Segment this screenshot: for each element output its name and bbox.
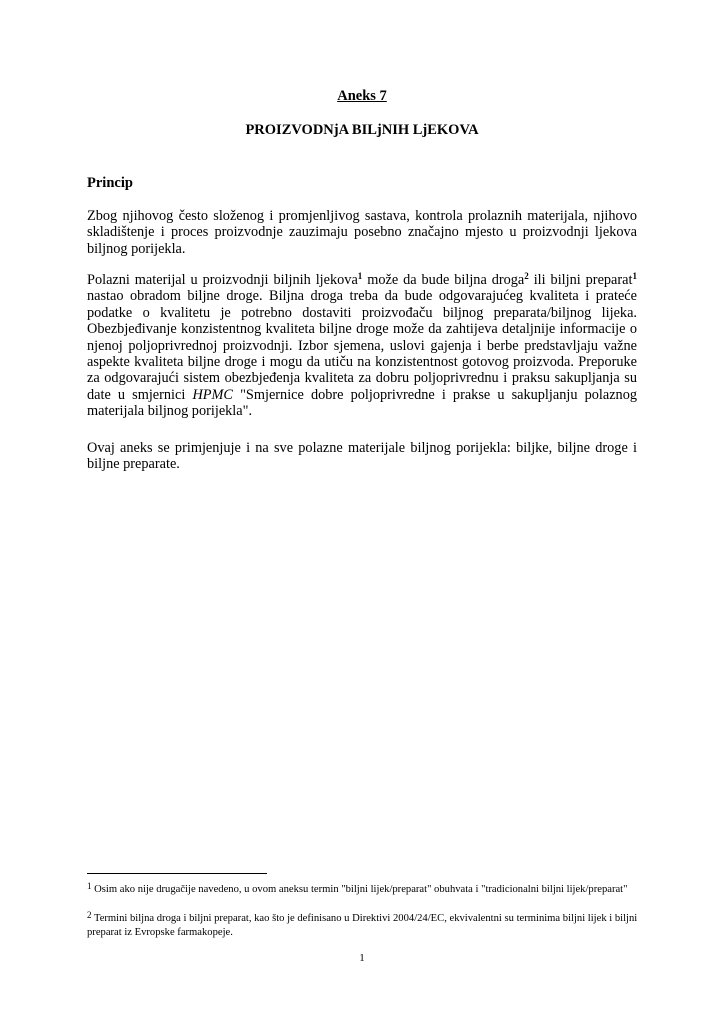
footnote-1-text: Osim ako nije drugačije navedeno, u ovom aneksu termin "biljni lijek/preparat" obuhvata i "tradicionalni biljni lijek/preparat" <box>91 884 628 895</box>
paragraph-2-text-b: može da bude biljna droga <box>362 272 525 288</box>
footnote-separator <box>87 873 267 874</box>
annex-label: Aneks 7 <box>337 88 387 104</box>
paragraph-2-text-e: "Smjernice dobre poljoprivredne i prakse u sakupljanju polaznog materijala biljnog porijekla". <box>87 386 637 420</box>
section-heading: Princip <box>87 175 133 191</box>
paragraph-2-text-c: ili biljni preparat <box>528 272 633 288</box>
footnote-ref-1: 1 <box>357 271 363 281</box>
page-number: 1 <box>359 952 365 964</box>
footnote-ref-1b: 1 <box>632 271 637 281</box>
document-title: PROIZVODNjA BILjNIH LjEKOVA <box>245 122 479 138</box>
paragraph-2 <box>87 272 637 420</box>
paragraph-2-text-d: nastao obradom biljne droge. Biljna droga treba da bude odgovarajućeg kvaliteta i prateće podatke o kvalitetu je potrebno dostaviti proizvođaču biljnog preparata/biljnog lijeka. Obezbjeđivanje konzistentnog kvaliteta biljne droge može da zahtijeva detaljnije informacije o njenoj poljoprivrednoj proizvodnji. Izbor sjemena, uslovi gajenja i berbe predstavljaju važne aspekte kvaliteta biljne droge i mogu da utiču na konzistentnost gotovog proizvoda. Preporuke za odgovarajući sistem obezbjeđenja kvaliteta za dobru poljoprivrednu i praksu sakupljanja su date u smjernici <box>87 288 637 403</box>
footnote-ref-2: 2 <box>524 271 529 281</box>
paragraph-1: Zbog njihovog često složenog i promjenljivog sastava, kontrola prolaznih materijala, njihovo skladištenje i proces proizvodnje zauzimaju posebno značajno mjesto u proizvodnji ljekova biljnog porijekla. <box>87 208 637 257</box>
paragraph-2-text-a: Polazni materijal u proizvodnji biljnih ljekova <box>87 272 358 288</box>
paragraph-3: Ovaj aneks se primjenjuje i na sve polazne materijale biljnog porijekla: biljke, biljne droge i biljne preparate. <box>87 440 637 473</box>
footnote-2-text: Termini biljna droga i biljni preparat, kao što je definisano u Direktivi 2004/24/EC, ekvivalentni su terminima biljni lijek i biljni preparat iz Evropske farmakopeje. <box>87 913 638 938</box>
hpmc-term: HPMC <box>192 386 233 403</box>
footnote-1-number: 1 <box>87 881 92 891</box>
footnote-2-number: 2 <box>87 910 92 920</box>
footnote-2 <box>87 909 647 939</box>
footnote-1 <box>87 880 647 897</box>
